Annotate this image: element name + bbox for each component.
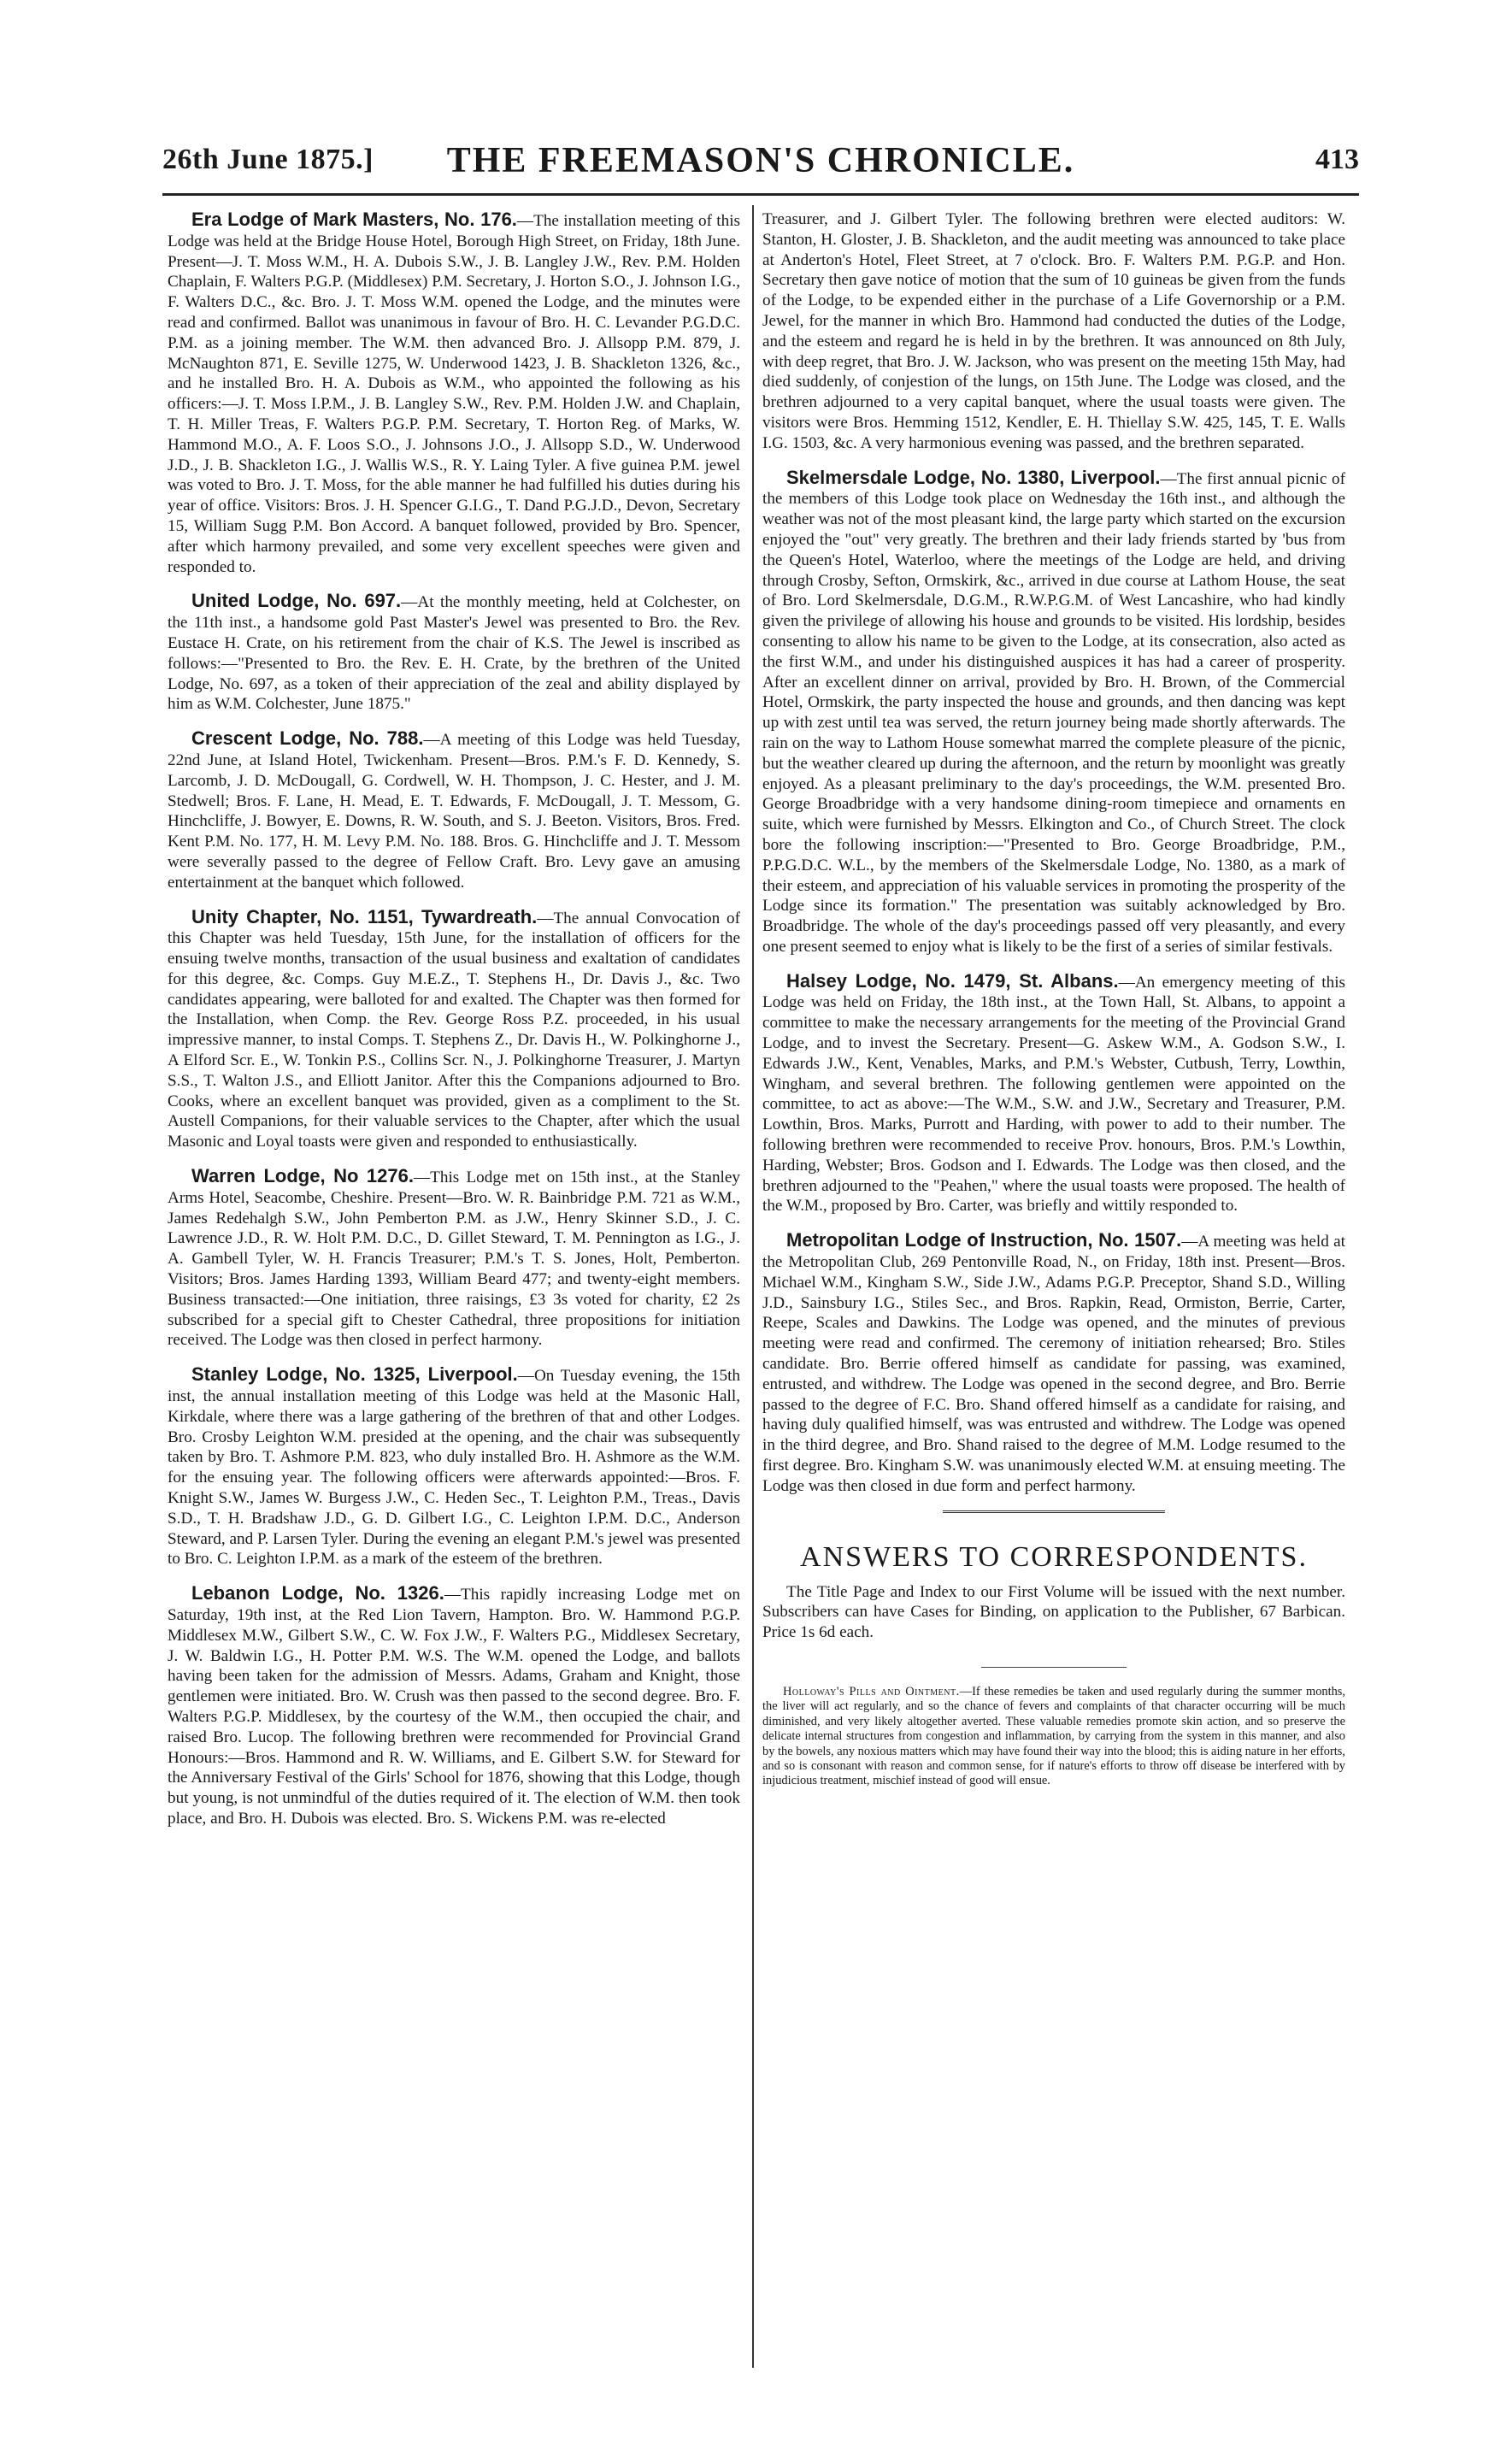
article-skelmersdale-lodge <box>762 468 1345 957</box>
article-body: —An emergency meeting of this Lodge was held on Friday, the 18th inst., at the Town Hall, St. Albans, to appoint a committee to make the necessary arrangements for the meeting of the Provincial Grand Lodge, and to invest the Secretary. Present—G. Askew W.M., A. Godson S.W., I. Edwards J.W., Kent, Venables, Marks, and P.M.'s Webster, Cutbush, Terry, Lowthin, Wingham, and several brethren. The following gentlemen were appointed on the committee, to act as above:—The W.M., S.W. and J.W., Secretary and Treasurer, P.M. Lowthin, Bros. Marks, Purrott and Harding, with power to add to their number. The following brethren were recommended to receive Prov. honours, Bros. P.M.'s Lowthin, Harding, Webster; Bros. Godson and I. Edwards. The Lodge was then closed, and the brethren adjourned to the "Peahen," where the usual toasts were proposed. The health of the W.M., proposed by Bro. Carter, was briefly and wittily responded to. <box>762 973 1345 1216</box>
advert-lead: Holloway's Pills and Ointment. <box>783 1685 960 1698</box>
article-body: —The annual Convocation of this Chapter was held Tuesday, 15th June, for the installation of officers for the ensuing twelve months, transaction of the usual business and exaltation of candidates for this degree, &c. Comps. Guy M.E.Z., T. Stephens H., Dr. Davis J., &c. Two candidates appearing, were balloted for and exalted. The Chapter was then formed for the Installation, when Comp. the Rev. George Ross P.Z. proceeded, in his usual impressive manner, to instal Comps. T. Stephens Z., Dr. Davis H., W. Polkinghorne J., A Elford Scr. E., W. Tonkin P.S., Collins Scr. N., J. Polkinghorne Treasurer, J. Martyn S.S., T. Walton J.S., and Elliott Janitor. After this the Companions adjourned to Bro. Cooks, where an excellent banquet was provided, given as a compliment to the St. Austell Companions, for their valuable services to the Chapter, after which the usual Masonic and Loyal toasts were given and responded to enthusiastically. <box>168 909 741 1151</box>
article-headline: Lebanon Lodge, No. 1326. <box>191 1582 444 1604</box>
article-body: Treasurer, and J. Gilbert Tyler. The following brethren were elected auditors: W. Stanton, H. Gloster, J. B. Shackleton, and the audit meeting was announced to take place at Anderton's Hotel, Fleet Street, at 7 o'clock. Bro. F. Walters P.M. P.G.P. and Hon. Secretary then gave notice of motion that the sum of 10 guineas be given from the funds of the Lodge, to be expended either in the purchase of a Life Governorship or a P.M. Jewel, for the manner in which Bro. Hammond had conducted the duties of the Lodge, and the esteem and regard he is held in by the brethren. It was announced on 8th July, with deep regret, that Bro. J. W. Jackson, who was present on the meeting 15th May, had died suddenly, of conjestion of the lungs, on 15th June. The Lodge was closed, and the brethren adjourned to a very capital banquet, where the usual toasts were given. The visitors were Bros. Hemming 1512, Kendler, E. H. Thiellay S.W. 425, 145, T. E. Walls I.G. 1503, &c. A very harmonious evening was passed, and the brethren separated. <box>762 210 1345 452</box>
masthead-rule <box>162 193 1359 196</box>
article-paragraph <box>168 1583 740 1829</box>
answers-section <box>762 1582 1345 1643</box>
advert-paragraph <box>762 1685 1345 1789</box>
holloway-advert <box>762 1685 1345 1789</box>
article-headline: Metropolitan Lodge of Instruction, No. 1507. <box>786 1229 1182 1251</box>
article-body: —This Lodge met on 15th inst., at the Stanley Arms Hotel, Seacombe, Cheshire. Present—Bro. W. R. Bainbridge P.M. 721 as W.M., James Redehalgh S.W., John Pemberton P.M. as J.W., Henry Skinner S.D., J. C. Lawrence J.D., R. W. Holt P.M. D.C., D. Gillet Steward, T. M. Pennington as I.G., J. A. Gambell Tyler, W. H. Francis Treasurer; P.M.'s T. S. Jones, Holt, Pemberton. Visitors; Bros. James Harding 1393, William Beard 477; and twenty-eight members. Business transacted:—One initiation, three raisings, £3 3s voted for charity, £2 2s subscribed for a special gift to Chester Cathedral, three propositions for initiation received. The Lodge was then closed in perfect harmony. <box>168 1169 740 1350</box>
article-lebanon-lodge <box>168 1583 740 1829</box>
issue-date: 26th June 1875.] <box>162 144 374 175</box>
article-headline: Halsey Lodge, No. 1479, St. Albans. <box>786 969 1119 992</box>
publication-title: THE FREEMASON'S CHRONICLE. <box>446 141 1075 180</box>
article-headline: Stanley Lodge, No. 1325, Liverpool. <box>191 1363 518 1386</box>
right-column <box>762 209 1345 1789</box>
article-paragraph <box>762 1230 1345 1496</box>
page-number: 413 <box>1315 144 1359 175</box>
article-halsey-lodge <box>762 971 1345 1217</box>
article-body: —The first annual picnic of the members of this Lodge took place on Wednesday the 16th inst., and although the weather was not of the most pleasant kind, the large party which started on the excursion enjoyed the "out" very greatly. The brethren and their lady friends started by 'bus from the Queen's Hotel, Waterloo, where the meetings of the Lodge are held, and driving through Crosby, Sefton, Ormskirk, &c., arrived in due course at Lathom House, the seat of Bro. Lord Skelmersdale, D.G.M., R.W.P.G.M. of West Lancashire, who had kindly given the privilege of allowing his house and grounds to be visited. His lordship, besides consenting to allow his name to be given to the Lodge, at its consecration, also acted as the first W.M., and under his distinguished auspices it has had a career of prosperity. After an excellent dinner on arrival, provided by Bro. H. Brown, of the Commercial Hotel, Ormskirk, the party inspected the house and grounds, and then dancing was kept up with zest until tea was served, the return journey being made shortly afterwards. The rain on the way to Lathom House somewhat marred the complete pleasure of the picnic, but the weather cleared up during the afternoon, and the return by moonlight was greatly enjoyed. As a pleasant preliminary to the day's proceedings, the W.M. presented Bro. George Broadbridge with a very handsome dining-room timepiece and ornaments en suite, which were furnished by Messrs. Elkington and Co., of Church Street. The clock bore the following inscription:—"Presented to Bro. George Broadbridge, P.M., P.P.G.D.C. W.L., by the members of the Skelmersdale Lodge, No. 1380, as a mark of their esteem, and appreciation of his valuable services in promoting the prosperity of the Lodge since its formation." The presentation was suitably acknowledged by Bro. Broadbridge. The whole of the day's proceedings passed off very pleasantly, and every one present seemed to enjoy what is likely to be the first of a series of similar festivals. <box>762 469 1345 956</box>
article-paragraph <box>168 1364 740 1569</box>
article-body: —On Tuesday evening, the 15th inst, the annual installation meeting of this Lodge was held at the Masonic Hall, Kirkdale, where there was a large gathering of the brethren of that and other Lodges. Bro. Crosby Leighton W.M. presided at the opening, and the chair was subsequently taken by Bro. T. Ashmore P.M. 823, who duly installed Bro. H. Ashmore as the W.M. for the ensuing year. The following officers were afterwards appointed:—Bros. F. Knight S.W., James W. Burgess J.W., C. Heden Sec., T. Leighton P.M., Treas., Davis S.D., T. H. Bradshaw J.D., G. D. Gilbert I.G., C. Leighton I.P.M. D.C., Anderson Steward, and P. Larsen Tyler. During the evening an elegant P.M.'s jewel was presented to Bro. C. Leighton I.P.M. as a mark of the esteem of the brethren. <box>168 1367 740 1569</box>
article-stanley-lodge <box>168 1364 740 1569</box>
article-paragraph <box>168 591 740 715</box>
article-crescent-lodge <box>168 728 740 892</box>
left-column <box>168 209 740 1843</box>
article-headline: United Lodge, No. 697. <box>191 590 402 612</box>
article-paragraph <box>762 209 1345 454</box>
article-paragraph <box>168 1166 740 1351</box>
article-paragraph <box>762 468 1345 957</box>
article-headline: Unity Chapter, No. 1151, Tywardreath. <box>191 905 538 927</box>
article-headline: Era Lodge of Mark Masters, No. 176. <box>191 209 517 230</box>
article-headline: Crescent Lodge, No. 788. <box>191 727 424 750</box>
article-body: —A meeting of this Lodge was held Tuesday, 22nd June, at Island Hotel, Twickenham. Present—Bros. P.M.'s F. D. Kennedy, S. Larcomb, J. D. McDougall, G. Cordwell, W. H. Thompson, J. C. Hester, and J. M. Stedwell; Bros. F. Lane, H. Mead, E. T. Edwards, F. McDougall, J. T. Messom, G. Hinchcliffe, J. Bowyer, E. Downs, R. W. South, and S. J. Beeton. Visitors, Bros. Fred. Kent P.M. No. 177, H. M. Levy P.M. No. 188. Bros. G. Hinchcliffe and J. T. Messom were severally passed to the degree of Fellow Craft. Bro. Levy gave an amusing entertainment at the banquet which followed. <box>168 731 740 892</box>
article-headline: Warren Lodge, No 1276. <box>191 1165 414 1187</box>
article-warren-lodge <box>168 1166 740 1351</box>
article-unity-chapter <box>168 907 740 1153</box>
article-paragraph <box>168 728 740 892</box>
article-paragraph <box>168 907 740 1153</box>
article-lebanon-continued <box>762 209 1345 454</box>
advert-rule <box>981 1667 1127 1668</box>
article-paragraph <box>168 209 740 577</box>
advert-body: —If these remedies be taken and used regularly during the summer months, the liver will act regularly, and so the chance of fevers and complaints of that character occurring will be much diminished, and very likely altogether averted. These valuable remedies promote skin action, and so preserve the delicate internal structures from congestion and inflammation, by carrying from the system in this manner, and also by the bowels, any noxious matters which may have found their way into the blood; this is aiding nature in her efforts, and so is consonant with reason and common sense, for if nature's efforts to throw off disease be interfered with by injudicious treatment, mischief instead of good will ensue. <box>762 1685 1345 1788</box>
answers-heading: ANSWERS TO CORRESPONDENTS. <box>800 1540 1308 1573</box>
masthead <box>162 137 1359 197</box>
article-united-lodge <box>168 591 740 715</box>
section-double-rule <box>943 1510 1165 1516</box>
article-body: —At the monthly meeting, held at Colchester, on the 11th inst., a handsome gold Past Master's Jewel was presented to Bro. the Rev. Eustace H. Crate, on his retirement from the chair of K.S. The Jewel is inscribed as follows:—"Presented to Bro. the Rev. E. H. Crate, by the brethren of the United Lodge, No. 697, as a token of their appreciation of the zeal and ability displayed by him as W.M. Colchester, June 1875." <box>168 593 740 714</box>
article-headline: Skelmersdale Lodge, No. 1380, Liverpool. <box>786 466 1161 488</box>
column-divider <box>752 205 754 2368</box>
article-paragraph <box>762 971 1345 1217</box>
article-metropolitan-lodge <box>762 1230 1345 1496</box>
article-body: —This rapidly increasing Lodge met on Saturday, 19th inst, at the Red Lion Tavern, Hampton. Bro. W. Hammond P.G.P. Middlesex M.W., Gilbert S.W., C. W. Fox J.W., F. Walters P.G., Middlesex Secretary, J. W. Baldwin I.G., H. Potter P.M. W.S. The W.M. opened the Lodge, and ballots having been taken for the admission of Messrs. Adams, Graham and Knight, those gentlemen were initiated. Bro. W. Crush was then passed to the second degree. Bro. F. Walters P.G.P. Middlesex, by the courtesy of the W.M., then occupied the chair, and raised Bro. Lucop. The following brethren were recommended for Provincial Grand Honours:—Bros. Hammond and R. W. Williams, and E. Gilbert S.W. for Steward for the Anniversary Festival of the Girls' School for 1876, showing that this Lodge, though but young, is not unmindful of the duties required of it. The election of W.M. then took place, and Bro. H. Dubois was elected. Bro. S. Wickens P.M. was re-elected <box>168 1586 740 1828</box>
article-body: —The installation meeting of this Lodge was held at the Bridge House Hotel, Borough High Street, on Friday, 18th June. Present—J. T. Moss W.M., H. A. Dubois S.W., J. B. Langley J.W., Rev. P.M. Holden Chaplain, F. Walters P.G.P. (Middlesex) P.M. Secretary, J. Horton S.O., J. Johnson I.G., F. Walters D.C., &c. Bro. J. T. Moss W.M. opened the Lodge, and the minutes were read and confirmed. Ballot was unanimous in favour of Bro. H. C. Levander P.G.D.C. P.M. as a joining member. The W.M. then advanced Bro. J. Allsopp P.M. 879, J. McNaughton 871, E. Seville 1275, W. Underwood 1423, J. B. Shackleton 1326, &c., and he installed Bro. H. A. Dubois as W.M., who appointed the following as his officers:—J. T. Moss I.P.M., J. B. Langley S.W., Rev. P.M. Holden J.W. and Chaplain, T. H. Miller Treas, F. Walters P.G.P. P.M. Secretary, T. Horton Reg. of Marks, W. Hammond M.O., A. F. Loos S.O., J. Johnsons J.O., J. Allsopp S.D., W. Underwood J.D., J. B. Shackleton I.G., J. Wallis W.S., R. Y. Laing Tyler. A five guinea P.M. jewel was voted to Bro. J. T. Moss, for the able manner he had fulfilled his duties during his year of office. Visitors: Bros. J. H. Spencer G.I.G., T. Dand P.G.J.D., Devon, Secretary 15, William Sugg P.M. Bon Accord. A banquet followed, provided by Bro. Spencer, after which harmony prevailed, and some very excellent speeches were given and responded to. <box>168 212 740 576</box>
answers-body: The Title Page and Index to our First Volume will be issued with the next number. Subscribers can have Cases for Binding, on application to the Publisher, 67 Barbican. Price 1s 6d each. <box>762 1582 1345 1642</box>
article-body: —A meeting was held at the Metropolitan Club, 269 Pentonville Road, N., on Friday, 18th inst. Present—Bros. Michael W.M., Kingham S.W., Side J.W., Adams P.G.P. Preceptor, Shand S.D., Willing J.D., Sainsbury I.G., Stiles Sec., and Bros. Rapkin, Read, Ormiston, Berrie, Carter, Reepe, Scales and Dawkins. The Lodge was opened, and the minutes of previous meeting were read and confirmed. The ceremony of initiation rehearsed; Bro. Stiles candidate. Bro. Berrie offered himself as candidate for passing, was examined, entrusted, and withdrew. The Lodge was opened in the second degree, and Bro. Berrie passed to the degree of F.C. Bro. Shand offered himself as a candidate for raising, and having duly qualified himself, was was entrusted and withdrew. The Lodge was opened in the third degree, and Bro. Shand raised to the degree of M.M. Lodge resumed to the first degree. Bro. Kingham S.W. was unanimously elected W.M. at ensuing meeting. The Lodge was then closed in due form and perfect harmony. <box>762 1233 1346 1495</box>
article-era-lodge <box>168 209 740 577</box>
